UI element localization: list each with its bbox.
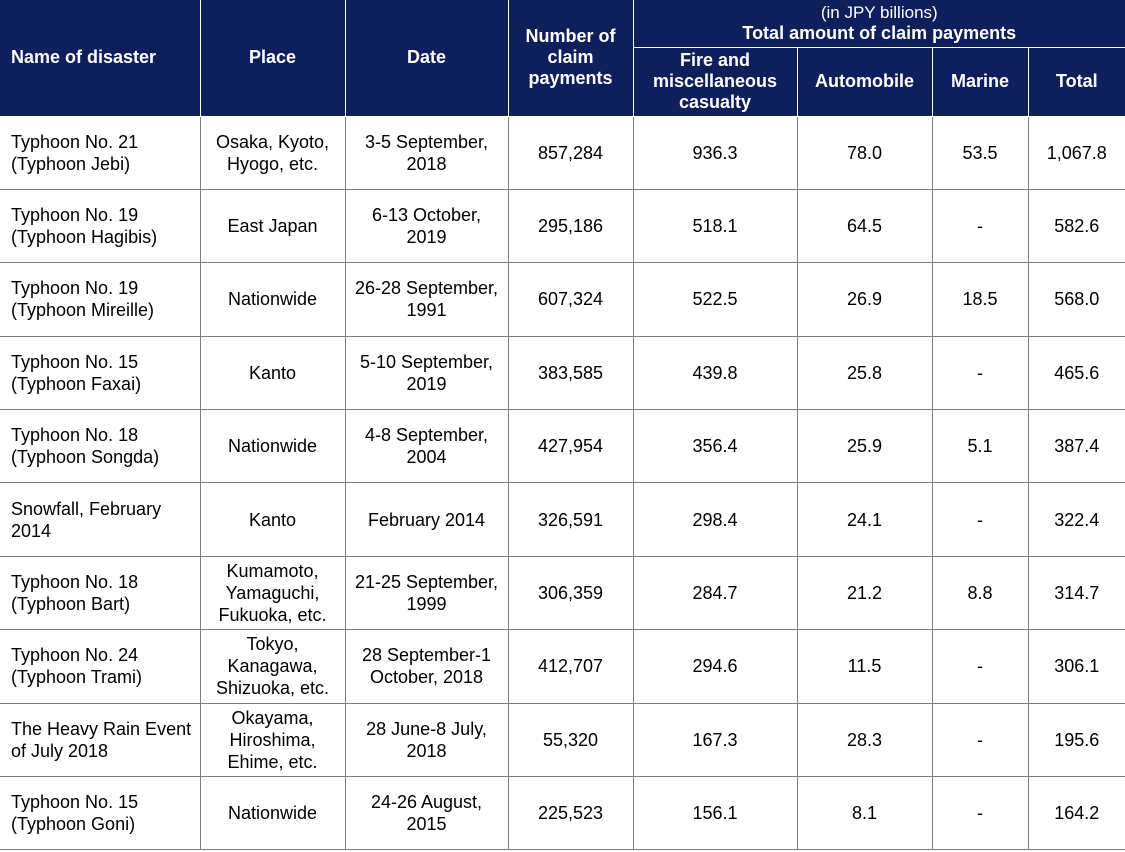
cell-marine: - xyxy=(932,630,1028,703)
cell-fire: 518.1 xyxy=(633,189,797,262)
cell-automobile: 25.8 xyxy=(797,336,932,409)
cell-fire: 439.8 xyxy=(633,336,797,409)
cell-automobile: 25.9 xyxy=(797,410,932,483)
cell-date: 24-26 August, 2015 xyxy=(345,777,508,850)
cell-marine: - xyxy=(932,777,1028,850)
cell-name: Typhoon No. 19 (Typhoon Hagibis) xyxy=(0,189,200,262)
cell-place: Nationwide xyxy=(200,777,345,850)
cell-fire: 284.7 xyxy=(633,556,797,629)
table-body xyxy=(0,116,1125,850)
header-name: Name of disaster xyxy=(0,0,200,116)
cell-marine: 18.5 xyxy=(932,263,1028,336)
cell-date: 6-13 October, 2019 xyxy=(345,189,508,262)
cell-claims: 55,320 xyxy=(508,703,633,776)
cell-claims: 306,359 xyxy=(508,556,633,629)
cell-automobile: 28.3 xyxy=(797,703,932,776)
cell-automobile: 26.9 xyxy=(797,263,932,336)
header-total: Total xyxy=(1028,47,1125,116)
cell-name: Typhoon No. 15 (Typhoon Faxai) xyxy=(0,336,200,409)
cell-total: 322.4 xyxy=(1028,483,1125,556)
table-row xyxy=(0,556,1125,629)
table-row xyxy=(0,703,1125,776)
cell-total: 582.6 xyxy=(1028,189,1125,262)
table-header xyxy=(0,0,1125,116)
cell-claims: 607,324 xyxy=(508,263,633,336)
cell-place: Kanto xyxy=(200,336,345,409)
cell-place: East Japan xyxy=(200,189,345,262)
cell-claims: 427,954 xyxy=(508,410,633,483)
cell-name: Typhoon No. 24 (Typhoon Trami) xyxy=(0,630,200,703)
cell-fire: 936.3 xyxy=(633,116,797,189)
cell-marine: 53.5 xyxy=(932,116,1028,189)
table-row xyxy=(0,630,1125,703)
header-date: Date xyxy=(345,0,508,116)
cell-total: 306.1 xyxy=(1028,630,1125,703)
cell-name: Typhoon No. 21 (Typhoon Jebi) xyxy=(0,116,200,189)
cell-fire: 356.4 xyxy=(633,410,797,483)
cell-date: 4-8 September, 2004 xyxy=(345,410,508,483)
table-row xyxy=(0,116,1125,189)
cell-automobile: 64.5 xyxy=(797,189,932,262)
cell-place: Kanto xyxy=(200,483,345,556)
cell-total: 568.0 xyxy=(1028,263,1125,336)
cell-automobile: 24.1 xyxy=(797,483,932,556)
header-automobile: Automobile xyxy=(797,47,932,116)
cell-place: Tokyo, Kanagawa, Shizuoka, etc. xyxy=(200,630,345,703)
cell-total: 1,067.8 xyxy=(1028,116,1125,189)
cell-automobile: 21.2 xyxy=(797,556,932,629)
cell-date: 26-28 September, 1991 xyxy=(345,263,508,336)
cell-automobile: 11.5 xyxy=(797,630,932,703)
cell-place: Osaka, Kyoto, Hyogo, etc. xyxy=(200,116,345,189)
cell-date: 28 June-8 July, 2018 xyxy=(345,703,508,776)
cell-marine: - xyxy=(932,336,1028,409)
cell-marine: 8.8 xyxy=(932,556,1028,629)
cell-name: Typhoon No. 15 (Typhoon Goni) xyxy=(0,777,200,850)
cell-fire: 522.5 xyxy=(633,263,797,336)
cell-name: Typhoon No. 18 (Typhoon Songda) xyxy=(0,410,200,483)
cell-date: 3-5 September, 2018 xyxy=(345,116,508,189)
table-row xyxy=(0,336,1125,409)
cell-marine: 5.1 xyxy=(932,410,1028,483)
cell-fire: 294.6 xyxy=(633,630,797,703)
header-place: Place xyxy=(200,0,345,116)
header-marine: Marine xyxy=(932,47,1028,116)
cell-total: 314.7 xyxy=(1028,556,1125,629)
cell-marine: - xyxy=(932,483,1028,556)
cell-marine: - xyxy=(932,703,1028,776)
cell-fire: 167.3 xyxy=(633,703,797,776)
cell-total: 465.6 xyxy=(1028,336,1125,409)
cell-date: 28 September-1 October, 2018 xyxy=(345,630,508,703)
header-number-of-claims: Number of claim payments xyxy=(508,0,633,116)
table-row xyxy=(0,410,1125,483)
cell-claims: 326,591 xyxy=(508,483,633,556)
table-row xyxy=(0,263,1125,336)
cell-fire: 298.4 xyxy=(633,483,797,556)
cell-automobile: 78.0 xyxy=(797,116,932,189)
cell-date: February 2014 xyxy=(345,483,508,556)
cell-marine: - xyxy=(932,189,1028,262)
cell-automobile: 8.1 xyxy=(797,777,932,850)
cell-claims: 295,186 xyxy=(508,189,633,262)
cell-claims: 225,523 xyxy=(508,777,633,850)
unit-note: (in JPY billions) xyxy=(820,2,938,22)
cell-date: 21-25 September, 1999 xyxy=(345,556,508,629)
cell-place: Okayama, Hiroshima, Ehime, etc. xyxy=(200,703,345,776)
cell-name: Snowfall, February 2014 xyxy=(0,483,200,556)
header-total-amount: Total amount of claim payments xyxy=(742,22,1017,43)
table-row xyxy=(0,777,1125,850)
cell-place: Nationwide xyxy=(200,410,345,483)
header-total-amount-group xyxy=(633,0,1125,47)
cell-fire: 156.1 xyxy=(633,777,797,850)
cell-total: 387.4 xyxy=(1028,410,1125,483)
cell-date: 5-10 September, 2019 xyxy=(345,336,508,409)
cell-total: 164.2 xyxy=(1028,777,1125,850)
cell-total: 195.6 xyxy=(1028,703,1125,776)
cell-name: Typhoon No. 18 (Typhoon Bart) xyxy=(0,556,200,629)
table-row xyxy=(0,189,1125,262)
header-fire: Fire and miscellaneous casualty xyxy=(633,47,797,116)
cell-claims: 383,585 xyxy=(508,336,633,409)
cell-claims: 412,707 xyxy=(508,630,633,703)
cell-name: The Heavy Rain Event of July 2018 xyxy=(0,703,200,776)
table-row xyxy=(0,483,1125,556)
cell-place: Nationwide xyxy=(200,263,345,336)
cell-name: Typhoon No. 19 (Typhoon Mireille) xyxy=(0,263,200,336)
cell-claims: 857,284 xyxy=(508,116,633,189)
cell-place: Kumamoto, Yamaguchi, Fukuoka, etc. xyxy=(200,556,345,629)
